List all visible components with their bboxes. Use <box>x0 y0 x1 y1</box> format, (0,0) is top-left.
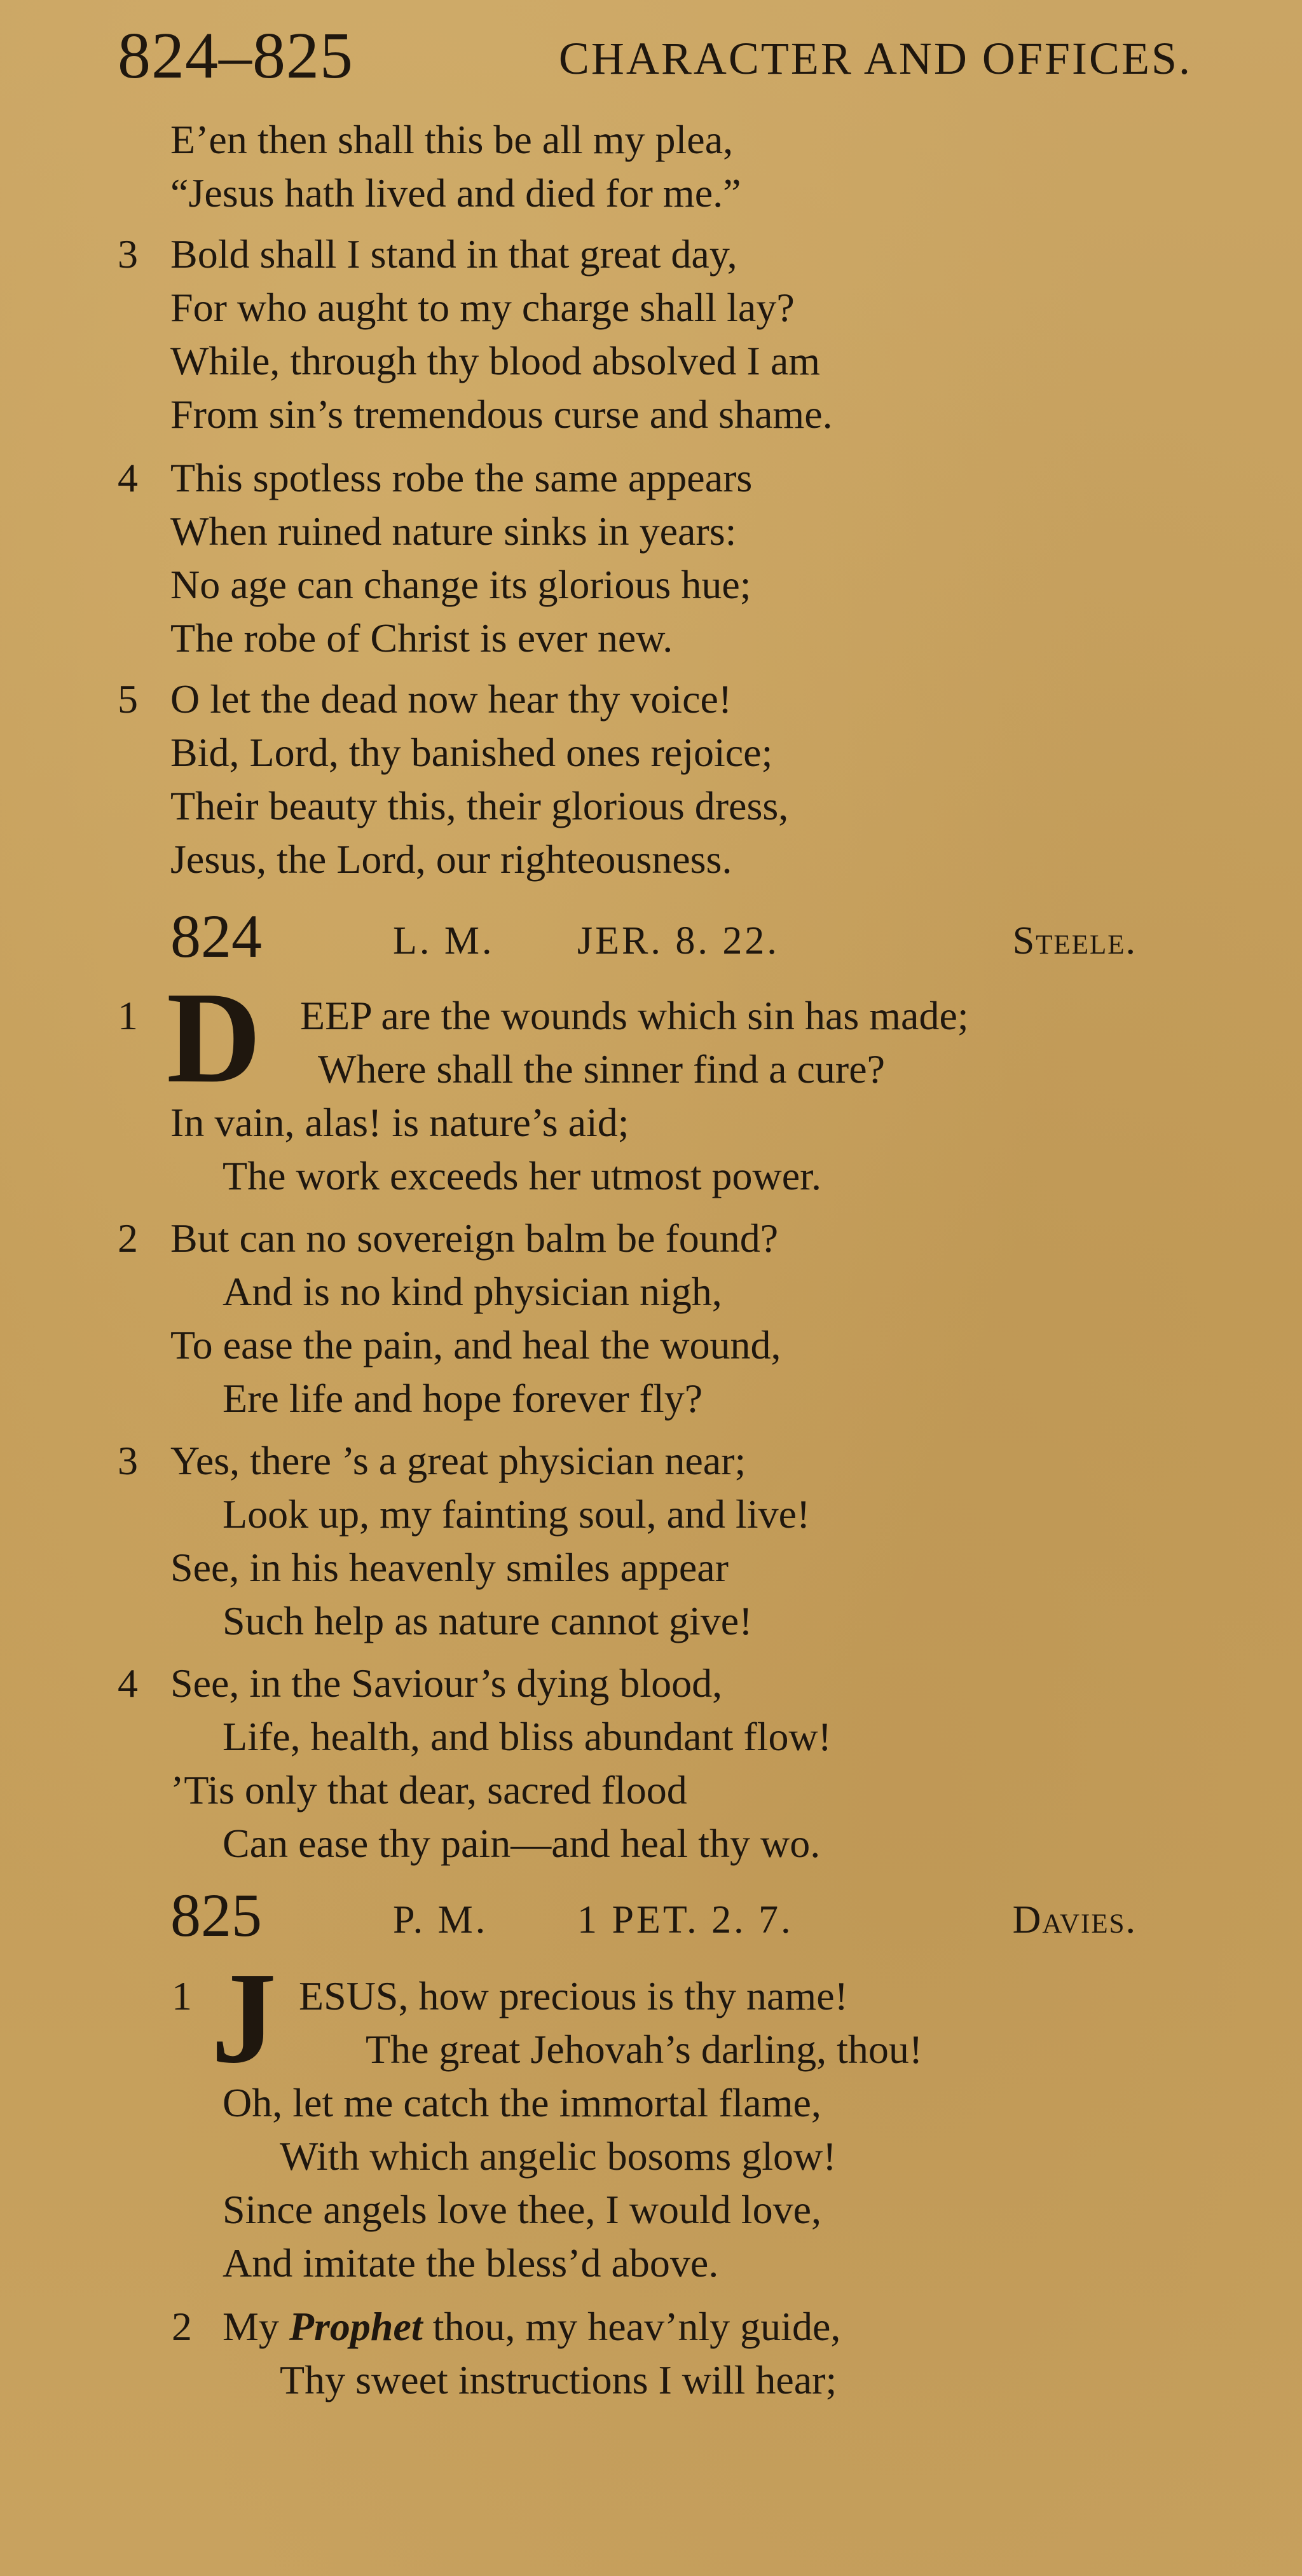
verse-number: 4 <box>118 455 138 500</box>
hymn-line: The work exceeds her utmost power. <box>223 1153 821 1198</box>
hymn-line: “Jesus hath lived and died for me.” <box>170 170 741 216</box>
hymn-line: Where shall the sinner find a cure? <box>318 1046 886 1092</box>
page-numbers: 824–825 <box>118 19 353 92</box>
line-text: My <box>223 2304 279 2349</box>
hymn-line: Bid, Lord, thy banished ones rejoice; <box>170 730 773 775</box>
hymn-line: Their beauty this, their glorious dress, <box>170 783 789 828</box>
hymn-line: Thy sweet instructions I will hear; <box>280 2357 837 2402</box>
hymn-line: ’Tis only that dear, sacred flood <box>170 1767 687 1812</box>
hymn-number: 824 <box>170 902 262 970</box>
hymn-line: But can no sovereign balm be found? <box>170 1216 779 1261</box>
hymn-number: 825 <box>170 1881 262 1949</box>
hymn-line: Can ease thy pain—and heal thy wo. <box>223 1821 821 1866</box>
hymn-heading <box>170 1881 1137 1950</box>
verse-number: 2 <box>172 2304 192 2349</box>
verse-number: 5 <box>118 676 138 722</box>
verse-number: 1 <box>118 993 138 1038</box>
scripture-reference: 1 PET. 2. 7. <box>577 1898 793 1942</box>
drop-cap: J <box>211 1945 277 2090</box>
hymn-author: Steele. <box>1012 919 1137 963</box>
line-text: thou, my heav’nly guide, <box>432 2304 841 2349</box>
scripture-reference: JER. 8. 22. <box>577 919 779 963</box>
hymn-line: And is no kind physician nigh, <box>223 1269 722 1314</box>
hymn-line: And imitate the bless’d above. <box>223 2240 719 2285</box>
hymn-line: ESUS, how precious is thy name! <box>299 1973 848 2018</box>
verse-number: 1 <box>172 1973 192 2018</box>
hymn-line: Jesus, the Lord, our righteousness. <box>170 837 732 882</box>
hymn-heading <box>170 901 1137 971</box>
hymn-line: In vain, alas! is nature’s aid; <box>170 1100 629 1145</box>
hymn-line: For who aught to my charge shall lay? <box>170 285 795 330</box>
verse-number: 3 <box>118 1438 138 1483</box>
hymn-line: E’en then shall this be all my plea, <box>170 117 734 162</box>
hymn-line: See, in his heavenly smiles appear <box>170 1545 729 1590</box>
hymn-line: Ere life and hope forever fly? <box>223 1376 703 1421</box>
hymn-line: EEP are the wounds which sin has made; <box>300 993 969 1038</box>
hymn-line: Since angels love thee, I would love, <box>223 2187 821 2232</box>
verse-number: 3 <box>118 231 138 277</box>
running-title: CHARACTER AND OFFICES. <box>558 33 1192 84</box>
hymn-line: The great Jehovah’s darling, thou! <box>366 2027 923 2072</box>
hymn-line: No age can change its glorious hue; <box>170 562 751 607</box>
drop-cap: D <box>167 964 261 1110</box>
hymn-line: With which angelic bosoms glow! <box>280 2134 837 2179</box>
italic-word: Prophet <box>289 2304 423 2349</box>
hymn-line: To ease the pain, and heal the wound, <box>170 1322 781 1367</box>
hymn-line: This spotless robe the same appears <box>170 455 753 500</box>
hymn-meter: P. M. <box>393 1898 488 1942</box>
hymn-line <box>223 2300 840 2353</box>
hymn-line: From sin’s tremendous curse and shame. <box>170 392 833 437</box>
hymn-line: Look up, my fainting soul, and live! <box>223 1491 811 1537</box>
verse-number: 4 <box>118 1661 138 1706</box>
hymn-line: Bold shall I stand in that great day, <box>170 231 737 277</box>
verse-number: 2 <box>118 1216 138 1261</box>
hymn-author: Davies. <box>1012 1898 1137 1942</box>
hymn-line: O let the dead now hear thy voice! <box>170 676 732 722</box>
hymn-line: The robe of Christ is ever new. <box>170 615 673 661</box>
hymn-line: See, in the Saviour’s dying blood, <box>170 1661 723 1706</box>
hymn-line: Yes, there ’s a great physician near; <box>170 1438 746 1483</box>
hymn-line: Such help as nature cannot give! <box>223 1598 753 1643</box>
hymn-line: Oh, let me catch the immortal flame, <box>223 2080 821 2125</box>
page-header <box>118 18 1192 94</box>
hymn-meter: L. M. <box>393 919 495 963</box>
hymn-line: Life, health, and bliss abundant flow! <box>223 1714 832 1759</box>
hymn-line: When ruined nature sinks in years: <box>170 509 737 554</box>
hymn-line: While, through thy blood absolved I am <box>170 338 821 383</box>
